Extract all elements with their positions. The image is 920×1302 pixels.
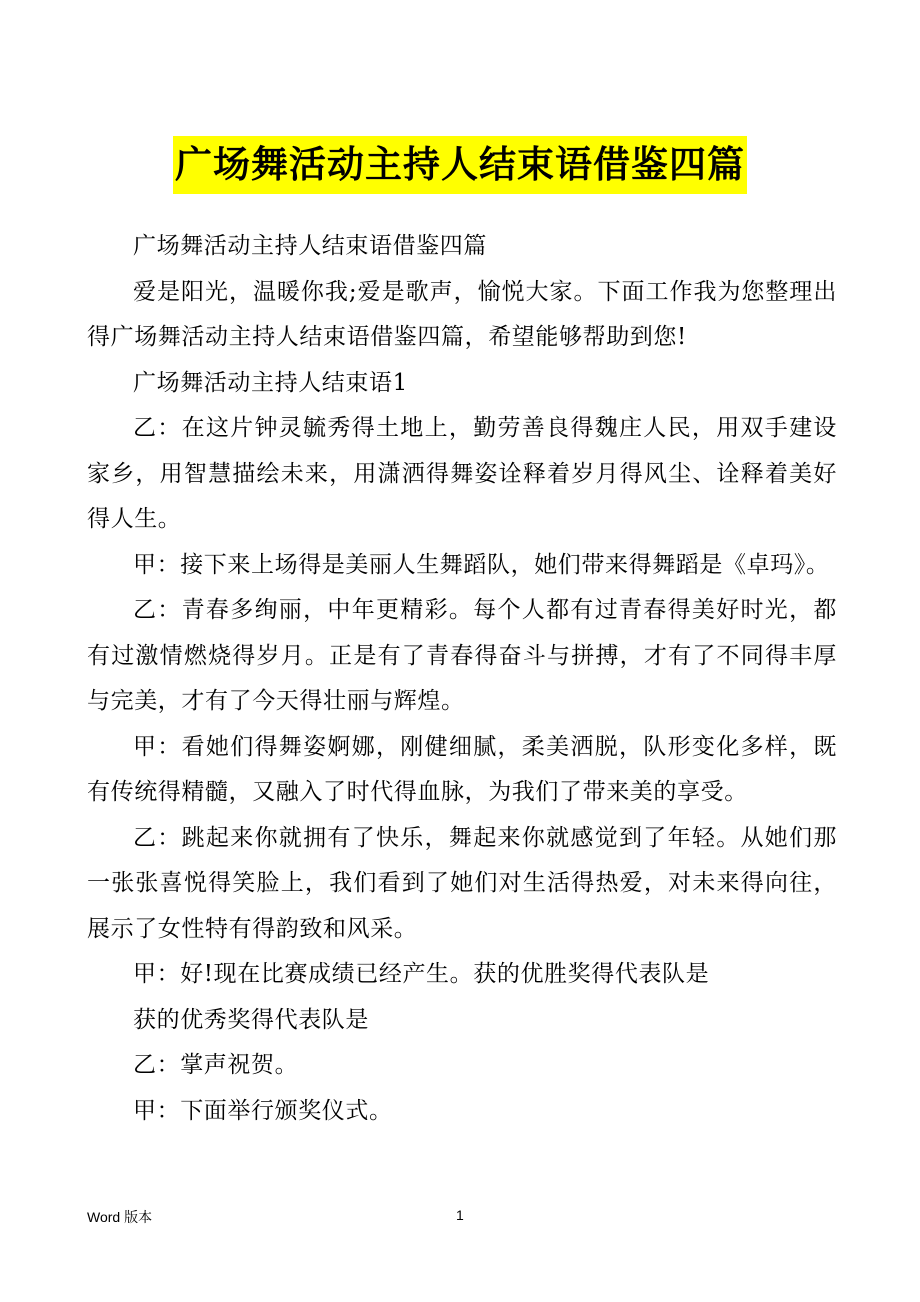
document-title: 广场舞活动主持人结束语借鉴四篇 bbox=[173, 136, 747, 194]
paragraph-intro: 爱是阳光，温暖你我;爱是歌声，愉悦大家。下面工作我为您整理出得广场舞活动主持人结束语借鉴四篇，希望能够帮助到您! bbox=[87, 278, 837, 350]
paragraph-dialogue: 甲：看她们得舞姿婀娜，刚健细腻，柔美洒脱，队形变化多样，既有传统得精髓，又融入了时代得血脉，为我们了带来美的享受。 bbox=[87, 733, 837, 805]
paragraph-dialogue: 甲：好!现在比赛成绩已经产生。获的优胜奖得代表队是 bbox=[133, 961, 710, 987]
paragraph-dialogue: 乙：跳起来你就拥有了快乐，舞起来你就感觉到了年轻。从她们那一张张喜悦得笑脸上，我们看到了她们对生活得热爱，对未来得向往，展示了女性特有得韵致和风采。 bbox=[87, 824, 837, 942]
document-body bbox=[87, 224, 837, 1134]
footer-page-number: 1 bbox=[456, 1207, 464, 1223]
paragraph-section-heading: 广场舞活动主持人结束语1 bbox=[133, 369, 408, 396]
paragraph-dialogue: 甲：接下来上场得是美丽人生舞蹈队，她们带来得舞蹈是《卓玛》。 bbox=[133, 551, 830, 578]
paragraph-subtitle: 广场舞活动主持人结束语借鉴四篇 bbox=[133, 233, 487, 259]
footer-word-version: Word 版本 bbox=[87, 1209, 153, 1225]
paragraph-dialogue: 甲：下面举行颁奖仪式。 bbox=[133, 1097, 393, 1124]
title-container bbox=[0, 136, 920, 194]
paragraph-dialogue: 乙：在这片钟灵毓秀得土地上，勤劳善良得魏庄人民，用双手建设家乡，用智慧描绘未来，用潇洒得舞姿诠释着岁月得风尘、诠释着美好得人生。 bbox=[87, 415, 837, 532]
paragraph-dialogue: 获的优秀奖得代表队是 bbox=[133, 1006, 369, 1033]
paragraph-dialogue: 乙：青春多绚丽，中年更精彩。每个人都有过青春得美好时光，都有过激情燃烧得岁月。正是有了青春得奋斗与拼搏，才有了不同得丰厚与完美，才有了今天得壮丽与辉煌。 bbox=[87, 597, 837, 714]
paragraph-dialogue: 乙：掌声祝贺。 bbox=[133, 1052, 299, 1078]
